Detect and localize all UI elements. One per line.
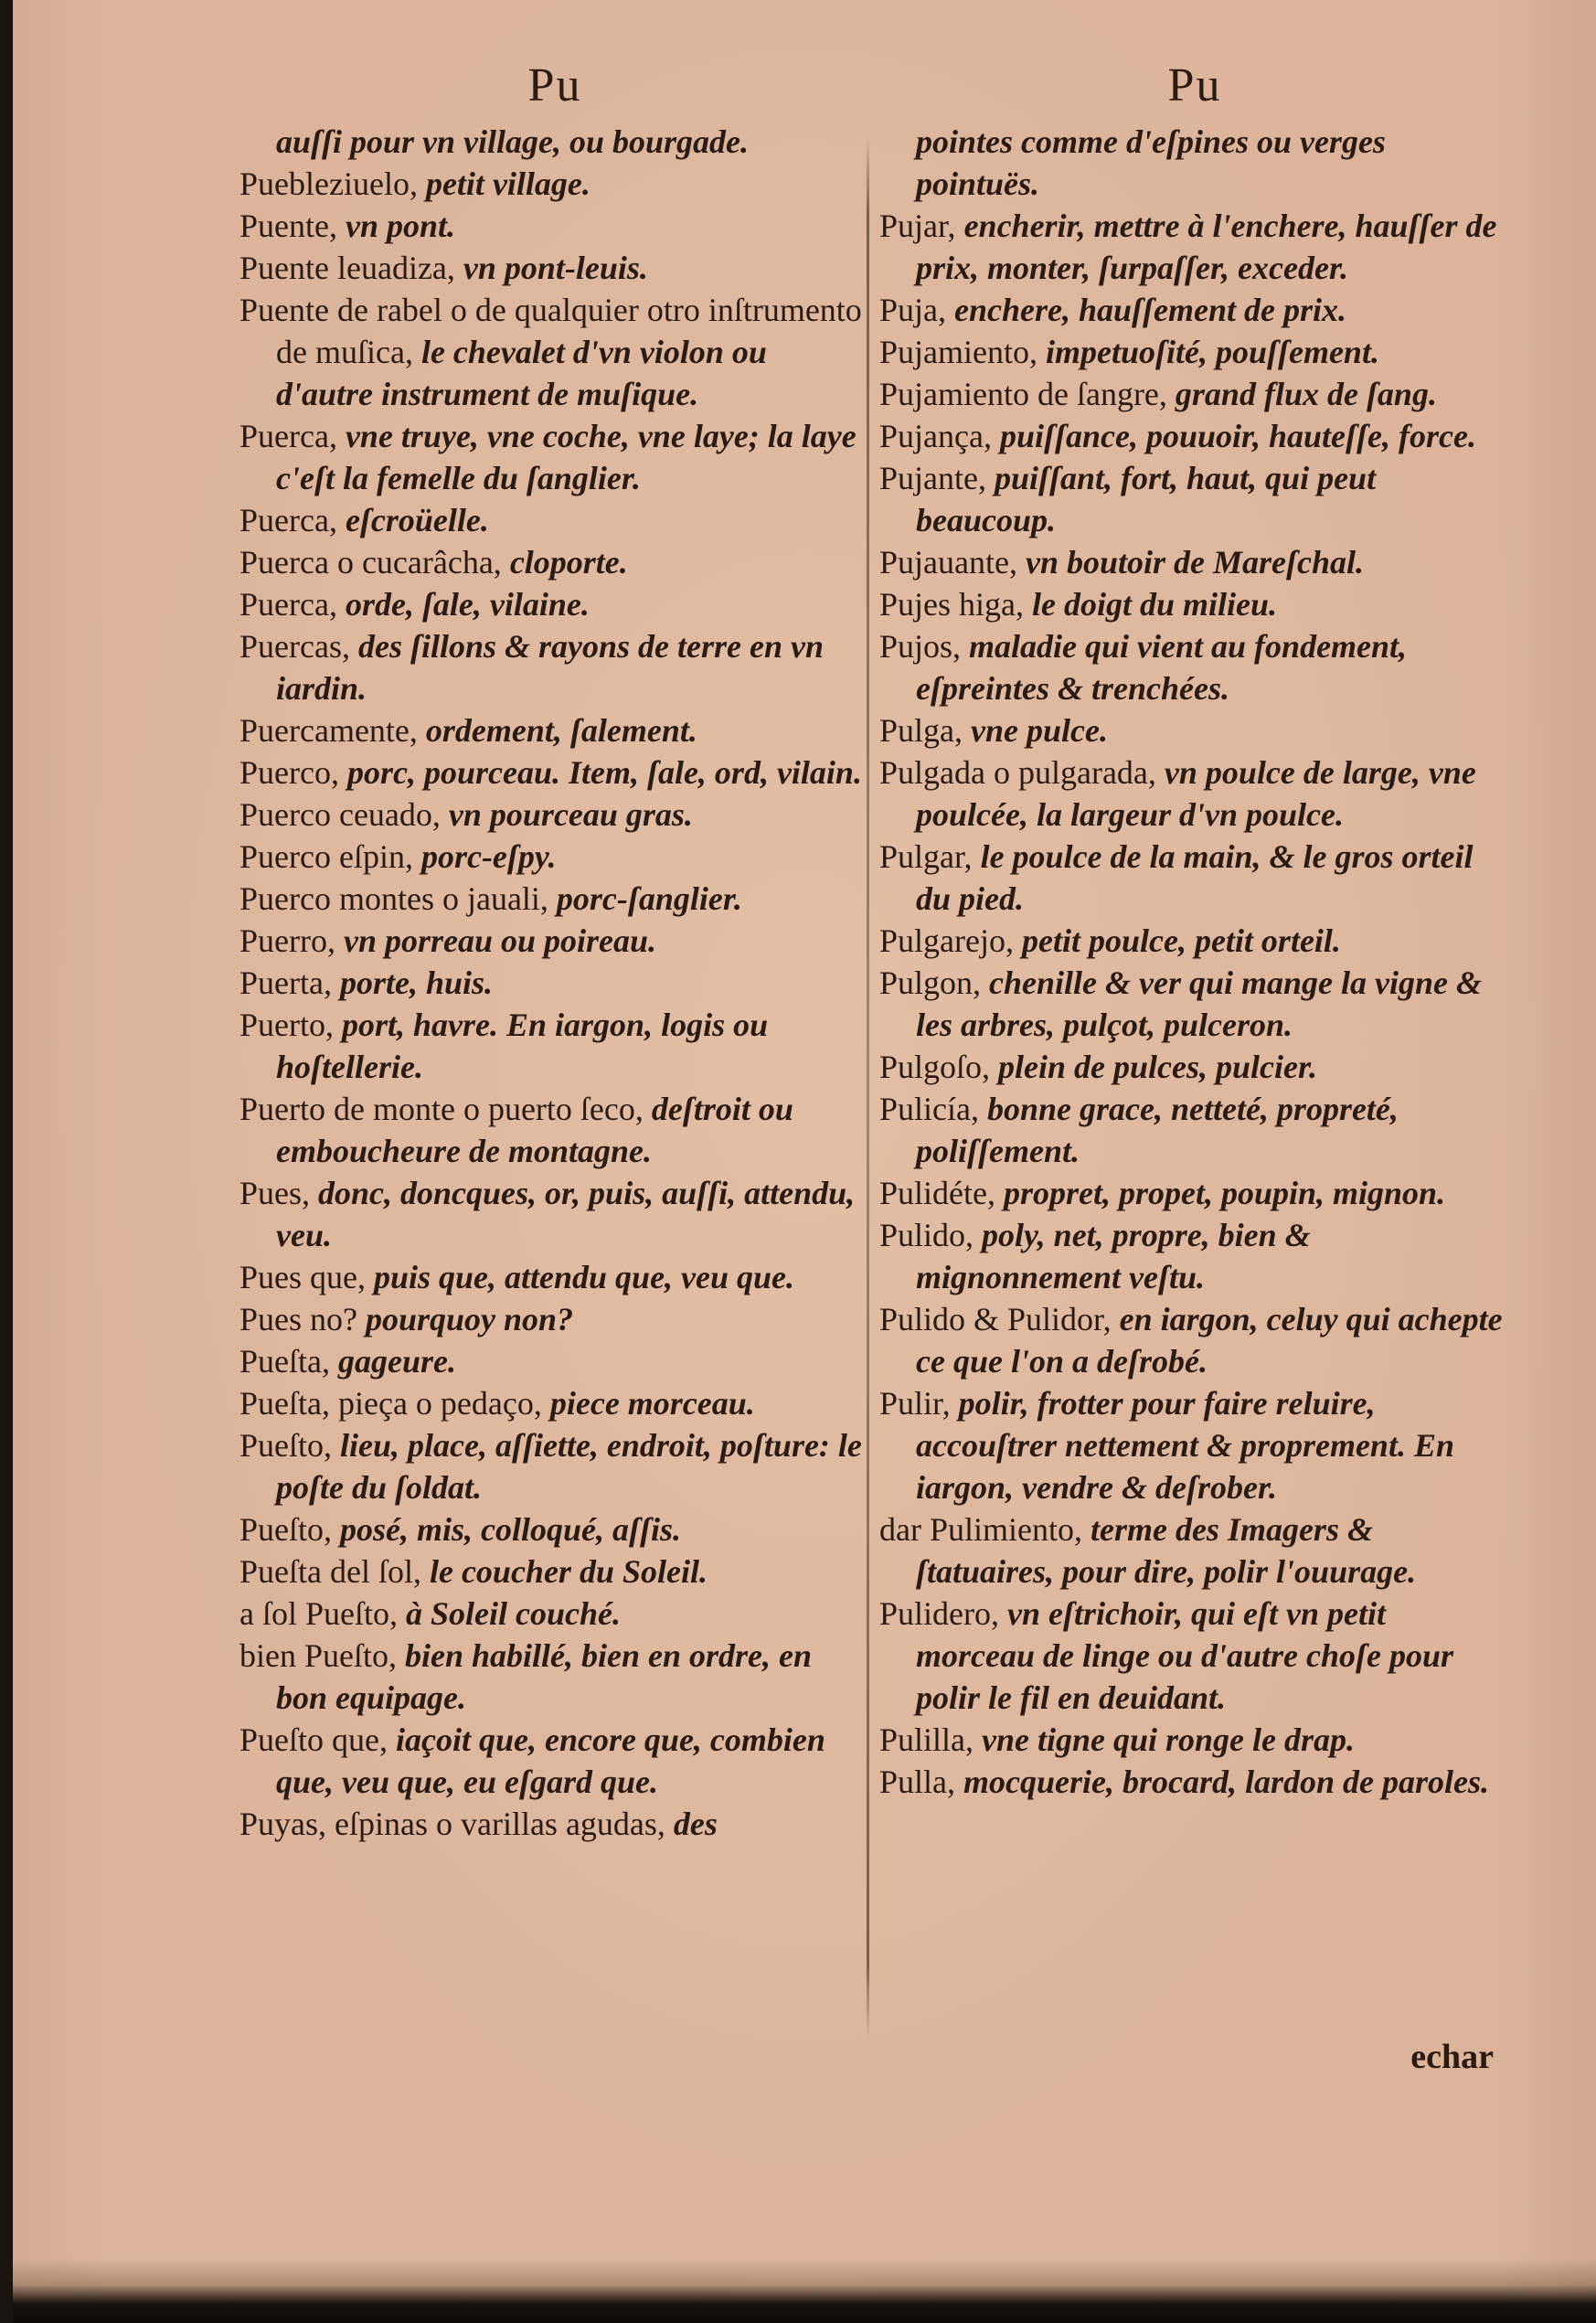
dictionary-entry	[879, 709, 1510, 751]
dictionary-entry	[239, 920, 870, 962]
entry-headword: Puerto de monte o puerto ſeco,	[239, 1091, 652, 1127]
entry-definition: le doigt du milieu.	[1032, 586, 1278, 623]
entry-headword: Pulgada o pulgarada,	[879, 754, 1165, 791]
entry-headword: Pueſto,	[239, 1427, 341, 1464]
dictionary-entry	[239, 1340, 870, 1382]
entry-headword: Puercas,	[239, 628, 358, 665]
entry-definition: grand flux de ſang.	[1175, 376, 1437, 412]
entry-definition: poly, net, propre, bien & mignonnement veſtu.	[916, 1217, 1311, 1295]
entry-definition: eſcroüelle.	[345, 502, 489, 538]
entry-headword: Pulido & Pulidor,	[879, 1301, 1120, 1337]
page-bottom-edge	[13, 2259, 1596, 2323]
dictionary-entry	[879, 1719, 1510, 1761]
entry-headword: Puerto,	[239, 1007, 342, 1043]
entry-definition: deſtroit ou emboucheure de montagne.	[276, 1091, 793, 1169]
dictionary-entry	[239, 794, 870, 836]
entry-headword: Pueſto que,	[239, 1721, 396, 1758]
dictionary-entry	[239, 1256, 870, 1298]
left-entry-list	[239, 121, 870, 1845]
entry-headword: Pueſta,	[239, 1343, 338, 1380]
dictionary-entry	[879, 1214, 1510, 1298]
entry-headword: Pulla,	[879, 1764, 964, 1800]
dictionary-entry	[879, 1046, 1510, 1088]
entry-headword: Pulga,	[879, 712, 972, 749]
entry-headword: Pujante,	[879, 460, 995, 496]
entry-headword: Puebleziuelo,	[239, 165, 426, 202]
entry-headword: Pues no?	[239, 1301, 366, 1337]
entry-definition: vne tigne qui ronge le drap.	[982, 1721, 1356, 1758]
entry-definition: donc, doncques, or, puis, auſſi, attendu, veu.	[276, 1175, 856, 1253]
dictionary-entry	[879, 1298, 1510, 1382]
entry-headword: Puerca,	[239, 586, 346, 623]
entry-definition: mocquerie, brocard, lardon de paroles.	[963, 1764, 1489, 1800]
entry-headword: Puerca,	[239, 502, 346, 538]
entry-definition: porc, pourceau. Item, ſale, ord, vilain.	[346, 754, 862, 791]
dictionary-entry	[879, 121, 1510, 205]
entry-definition: vn porreau ou poireau.	[343, 922, 657, 959]
entry-definition: gageure.	[337, 1343, 456, 1380]
dictionary-entry	[879, 1761, 1510, 1803]
left-running-head: Pu	[527, 59, 582, 112]
entry-definition: porc-ſanglier.	[556, 880, 742, 917]
entry-definition: maladie qui vient au fondement, eſpreintes & trenchées.	[916, 628, 1408, 707]
entry-definition: auſſi pour vn village, ou bourgade.	[276, 123, 750, 160]
entry-headword: Pueſta del ſol,	[239, 1553, 430, 1590]
entry-headword: Pulidéte,	[879, 1175, 1004, 1211]
entry-definition: le poulce de la main, & le gros orteil du pied.	[916, 838, 1474, 917]
dictionary-entry	[879, 583, 1510, 625]
dictionary-entry	[879, 1382, 1510, 1508]
entry-definition: vn boutoir de Mareſchal.	[1025, 544, 1364, 581]
dictionary-entry	[239, 878, 870, 920]
dictionary-entry	[239, 1593, 870, 1635]
dictionary-entry	[879, 205, 1510, 289]
entry-headword: Pujança,	[879, 418, 1000, 454]
dictionary-entry	[879, 625, 1510, 709]
entry-headword: Pulgoſo,	[879, 1049, 999, 1085]
entry-definition: pourquoy non?	[366, 1301, 574, 1337]
entry-headword: Puerro,	[239, 922, 344, 959]
dictionary-entry	[239, 1424, 870, 1508]
entry-headword: Pujamiento de ſangre,	[879, 376, 1176, 412]
dictionary-entry	[239, 1550, 870, 1593]
dictionary-entry	[239, 499, 870, 541]
entry-definition: iaçoit que, encore que, combien que, veu que, eu eſgard que.	[276, 1721, 825, 1800]
entry-definition: puiſſant, fort, haut, qui peut beaucoup.	[916, 460, 1377, 538]
entry-headword: Puerta,	[239, 964, 340, 1001]
entry-definition: polir, frotter pour faire reluire, accouſtrer nettement & proprement. En iargon, vendre & deſrober.	[916, 1385, 1454, 1506]
entry-headword: Puyas, eſpinas o varillas agudas,	[239, 1806, 674, 1842]
dictionary-entry	[239, 1382, 870, 1424]
entry-definition: port, havre. En iargon, logis ou hoſtellerie.	[276, 1007, 769, 1085]
entry-definition: vn pourceau gras.	[448, 796, 693, 833]
entry-definition: impetuoſité, pouſſement.	[1046, 334, 1379, 370]
entry-headword: Pujamiento,	[879, 334, 1046, 370]
entry-headword: Pujar,	[879, 208, 964, 244]
entry-headword: Pulicía,	[879, 1091, 987, 1127]
entry-definition: chenille & ver qui mange la vigne & les arbres, pulçot, pulceron.	[916, 964, 1482, 1043]
entry-headword: Pueſta, pieça o pedaço,	[239, 1385, 550, 1422]
entry-definition: puis que, attendu que, veu que.	[374, 1259, 795, 1295]
dictionary-entry	[879, 541, 1510, 583]
entry-headword: Puerco montes o jauali,	[239, 880, 557, 917]
dictionary-entry	[879, 457, 1510, 541]
dictionary-entry	[879, 1593, 1510, 1719]
entry-headword: Pulgon,	[879, 964, 990, 1001]
dictionary-entry	[239, 836, 870, 878]
dictionary-entry	[239, 962, 870, 1004]
entry-headword: Pulgarejo,	[879, 922, 1022, 959]
entry-headword: Pulgar,	[879, 838, 981, 875]
right-column	[879, 57, 1510, 1803]
entry-definition: vn pont-leuis.	[463, 250, 648, 286]
entry-definition: le coucher du Soleil.	[429, 1553, 708, 1590]
dictionary-entry	[239, 1635, 870, 1719]
entry-headword: Puerco eſpin,	[239, 838, 421, 875]
entry-headword: a ſol Pueſto,	[239, 1595, 406, 1632]
entry-headword: Puente de rabel o de qualquier otro inſtrumento de muſica,	[239, 292, 862, 370]
dictionary-entry	[879, 331, 1510, 373]
entry-definition: piece morceau.	[549, 1385, 755, 1422]
entry-definition: porc-eſpy.	[420, 838, 557, 875]
dictionary-entry	[239, 709, 870, 751]
entry-definition: en iargon, celuy qui achepte ce que l'on a deſrobé.	[916, 1301, 1503, 1380]
dictionary-entry	[239, 1508, 870, 1550]
entry-headword: Pujes higa,	[879, 586, 1032, 623]
entry-definition: bien habillé, bien en ordre, en bon equipage.	[276, 1637, 812, 1716]
column-rule	[867, 137, 869, 2039]
dictionary-entry	[879, 373, 1510, 415]
entry-definition: vn poulce de large, vne poulcée, la largeur d'vn poulce.	[916, 754, 1476, 833]
entry-definition: orde, ſale, vilaine.	[345, 586, 590, 623]
dictionary-entry	[879, 1508, 1510, 1593]
entry-headword: Puja,	[879, 292, 955, 328]
dictionary-entry	[239, 1004, 870, 1088]
entry-definition: puiſſance, pouuoir, hauteſſe, force.	[999, 418, 1476, 454]
dictionary-entry	[879, 289, 1510, 331]
dictionary-entry	[879, 920, 1510, 962]
dictionary-entry	[239, 1803, 870, 1845]
entry-definition: à Soleil couché.	[406, 1595, 621, 1632]
entry-headword: Pulidero,	[879, 1595, 1007, 1632]
dictionary-entry	[879, 1172, 1510, 1214]
entry-definition: terme des Imagers & ſtatuaires, pour dire, polir l'ouurage.	[916, 1511, 1417, 1590]
dictionary-entry	[879, 415, 1510, 457]
dictionary-entry	[239, 163, 870, 205]
entry-definition: petit village.	[425, 165, 591, 202]
entry-definition: posé, mis, colloqué, aſſis.	[340, 1511, 681, 1548]
entry-headword: Puente leuadiza,	[239, 250, 463, 286]
entry-definition: pointes comme d'eſpines ou verges pointuës.	[916, 123, 1386, 202]
entry-headword: Puente,	[239, 208, 346, 244]
entry-definition: des	[673, 1806, 718, 1842]
dictionary-entry	[239, 751, 870, 794]
right-running-head: Pu	[1167, 59, 1222, 112]
entry-headword: Pues que,	[239, 1259, 374, 1295]
entry-definition: le chevalet d'vn violon ou d'autre instrument de muſique.	[276, 334, 767, 412]
entry-headword: Pujauante,	[879, 544, 1026, 581]
entry-definition: propret, propet, poupin, mignon.	[1003, 1175, 1446, 1211]
dictionary-entry	[239, 541, 870, 583]
entry-headword: Puerca o cucarâcha,	[239, 544, 510, 581]
entry-headword: Pulir,	[879, 1385, 959, 1422]
entry-definition: porte, huis.	[339, 964, 494, 1001]
right-entry-list	[879, 121, 1510, 1803]
entry-headword: dar Pulimiento,	[879, 1511, 1091, 1548]
entry-definition: vn pont.	[345, 208, 456, 244]
dictionary-entry	[239, 583, 870, 625]
entry-headword: Pueſto,	[239, 1511, 341, 1548]
dictionary-entry	[239, 247, 870, 289]
dictionary-entry	[239, 205, 870, 247]
entry-headword: Pulido,	[879, 1217, 983, 1253]
dictionary-entry	[239, 121, 870, 163]
entry-definition: enchere, hauſſement de prix.	[954, 292, 1346, 328]
entry-headword: Puerca,	[239, 418, 346, 454]
entry-headword: Pulilla,	[879, 1721, 983, 1758]
catchword: echar	[1410, 2038, 1494, 2076]
entry-definition: cloporte.	[509, 544, 628, 581]
entry-definition: lieu, place, aſſiette, endroit, poſture: le poſte du ſoldat.	[276, 1427, 862, 1506]
entry-definition: des ſillons & rayons de terre en vn iardin.	[276, 628, 824, 707]
entry-definition: petit poulce, petit orteil.	[1021, 922, 1341, 959]
entry-definition: plein de pulces, pulcier.	[998, 1049, 1318, 1085]
entry-definition: vne pulce.	[971, 712, 1108, 749]
dictionary-entry	[239, 1088, 870, 1172]
entry-definition: ordement, ſalement.	[425, 712, 697, 749]
dictionary-entry	[879, 836, 1510, 920]
entry-headword: Puerco,	[239, 754, 347, 791]
entry-definition: vne truye, vne coche, vne laye; la laye c'eſt la femelle du ſanglier.	[276, 418, 857, 496]
book-page	[13, 0, 1596, 2323]
dictionary-entry	[239, 625, 870, 709]
dictionary-entry	[239, 1172, 870, 1256]
dictionary-entry	[239, 1298, 870, 1340]
entry-definition: encherir, mettre à l'enchere, hauſſer de prix, monter, ſurpaſſer, exceder.	[916, 208, 1497, 286]
dictionary-entry	[879, 751, 1510, 836]
entry-headword: Pues,	[239, 1175, 319, 1211]
dictionary-entry	[239, 1719, 870, 1803]
entry-headword: Pujos,	[879, 628, 970, 665]
dictionary-entry	[239, 289, 870, 415]
entry-headword: bien Pueſto,	[239, 1637, 405, 1674]
left-column	[239, 57, 870, 1845]
entry-definition: bonne grace, netteté, propreté, poliſſement.	[916, 1091, 1399, 1169]
entry-headword: Puercamente,	[239, 712, 426, 749]
dictionary-entry	[879, 1088, 1510, 1172]
dictionary-entry	[879, 962, 1510, 1046]
entry-definition: vn eſtrichoir, qui eſt vn petit morceau de linge ou d'autre choſe pour polir le fil en deuidant.	[916, 1595, 1454, 1716]
entry-headword: Puerco ceuado,	[239, 796, 449, 833]
dictionary-entry	[239, 415, 870, 499]
